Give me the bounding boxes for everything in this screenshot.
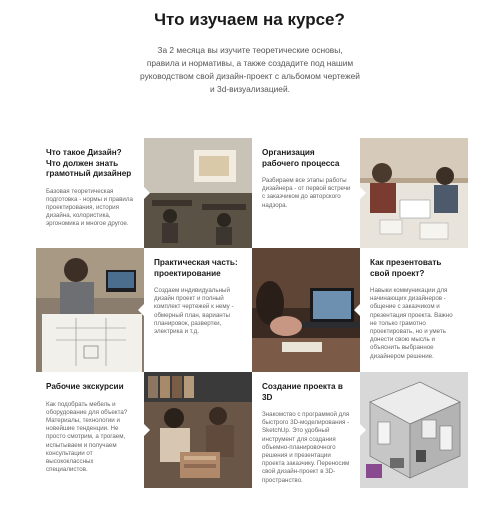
photo-lecture-room bbox=[144, 138, 252, 248]
topic-card-excursions bbox=[36, 372, 144, 488]
topic-card-practice bbox=[144, 248, 252, 372]
topic-description: Навыки коммуникации для начинающих дизайнеров - общение с заказчиком и презентация проекта. Важно не только грамотно проектировать, но и уметь донести свою мысль и объяснить выбранное дизайнером решение. bbox=[370, 287, 453, 360]
photo-teacher-drafting bbox=[36, 248, 144, 372]
topic-title: Организация рабочего процесса bbox=[262, 148, 340, 168]
topics-grid bbox=[36, 138, 468, 488]
topic-title: Создание проекта в 3D bbox=[262, 382, 343, 402]
photo-students-drawing bbox=[360, 138, 468, 248]
topic-description: Базовая теоретическая подготовка - нормы и правила проектирования, история дизайна, колористика, эргономика и многое другое. bbox=[46, 187, 133, 228]
section-heading: Что изучаем на курсе? bbox=[154, 10, 345, 29]
photo-laptop-presentation bbox=[252, 248, 360, 372]
topic-title: Как презентовать свой проект? bbox=[370, 258, 442, 278]
section-intro: За 2 месяца вы изучите теоретические основы, правила и нормативы, а также создадите под нашим руководством свой дизайн-проект с альбомом чертежей и 3d-визуализацией. bbox=[140, 45, 360, 94]
topic-card-presentation bbox=[360, 248, 468, 372]
photo-3d-model-render bbox=[360, 372, 468, 488]
topic-title: Что такое Дизайн? Что должен знать грамотный дизайнер bbox=[46, 148, 132, 178]
topic-description: Знакомство с программой для быстрого 3D-моделирования - SketchUp. Это удобный инструмент для создания объемно-планировочного решения и презентации проекта заказчику. Переносим свой дизайн-проект в 3D-пространство. bbox=[262, 411, 350, 484]
topic-description: Как подобрать мебель и оборудование для объекта? Материалы, технологии и новейшие тенденции. Не просто смотрим, а трогаем, испытываем и получаем консультации от высококлассных специалистов. bbox=[46, 400, 128, 474]
topic-description: Разбираем все этапы работы дизайнера - от первой встречи с заказчиком до авторского надзора. bbox=[262, 177, 351, 209]
topic-card-3d bbox=[252, 372, 360, 488]
topic-title: Практическая часть: проектирование bbox=[154, 258, 238, 278]
topic-description: Создаем индивидуальный дизайн проект и полный комплект чертежей к нему - обмерный план, варианты планировок, развертки, электрика и т.д. bbox=[154, 287, 234, 336]
topic-title: Рабочие экскурсии bbox=[46, 382, 124, 391]
topic-card-workflow bbox=[252, 138, 360, 248]
photo-showroom-samples bbox=[144, 372, 252, 488]
topic-card-design-basics bbox=[36, 138, 144, 248]
